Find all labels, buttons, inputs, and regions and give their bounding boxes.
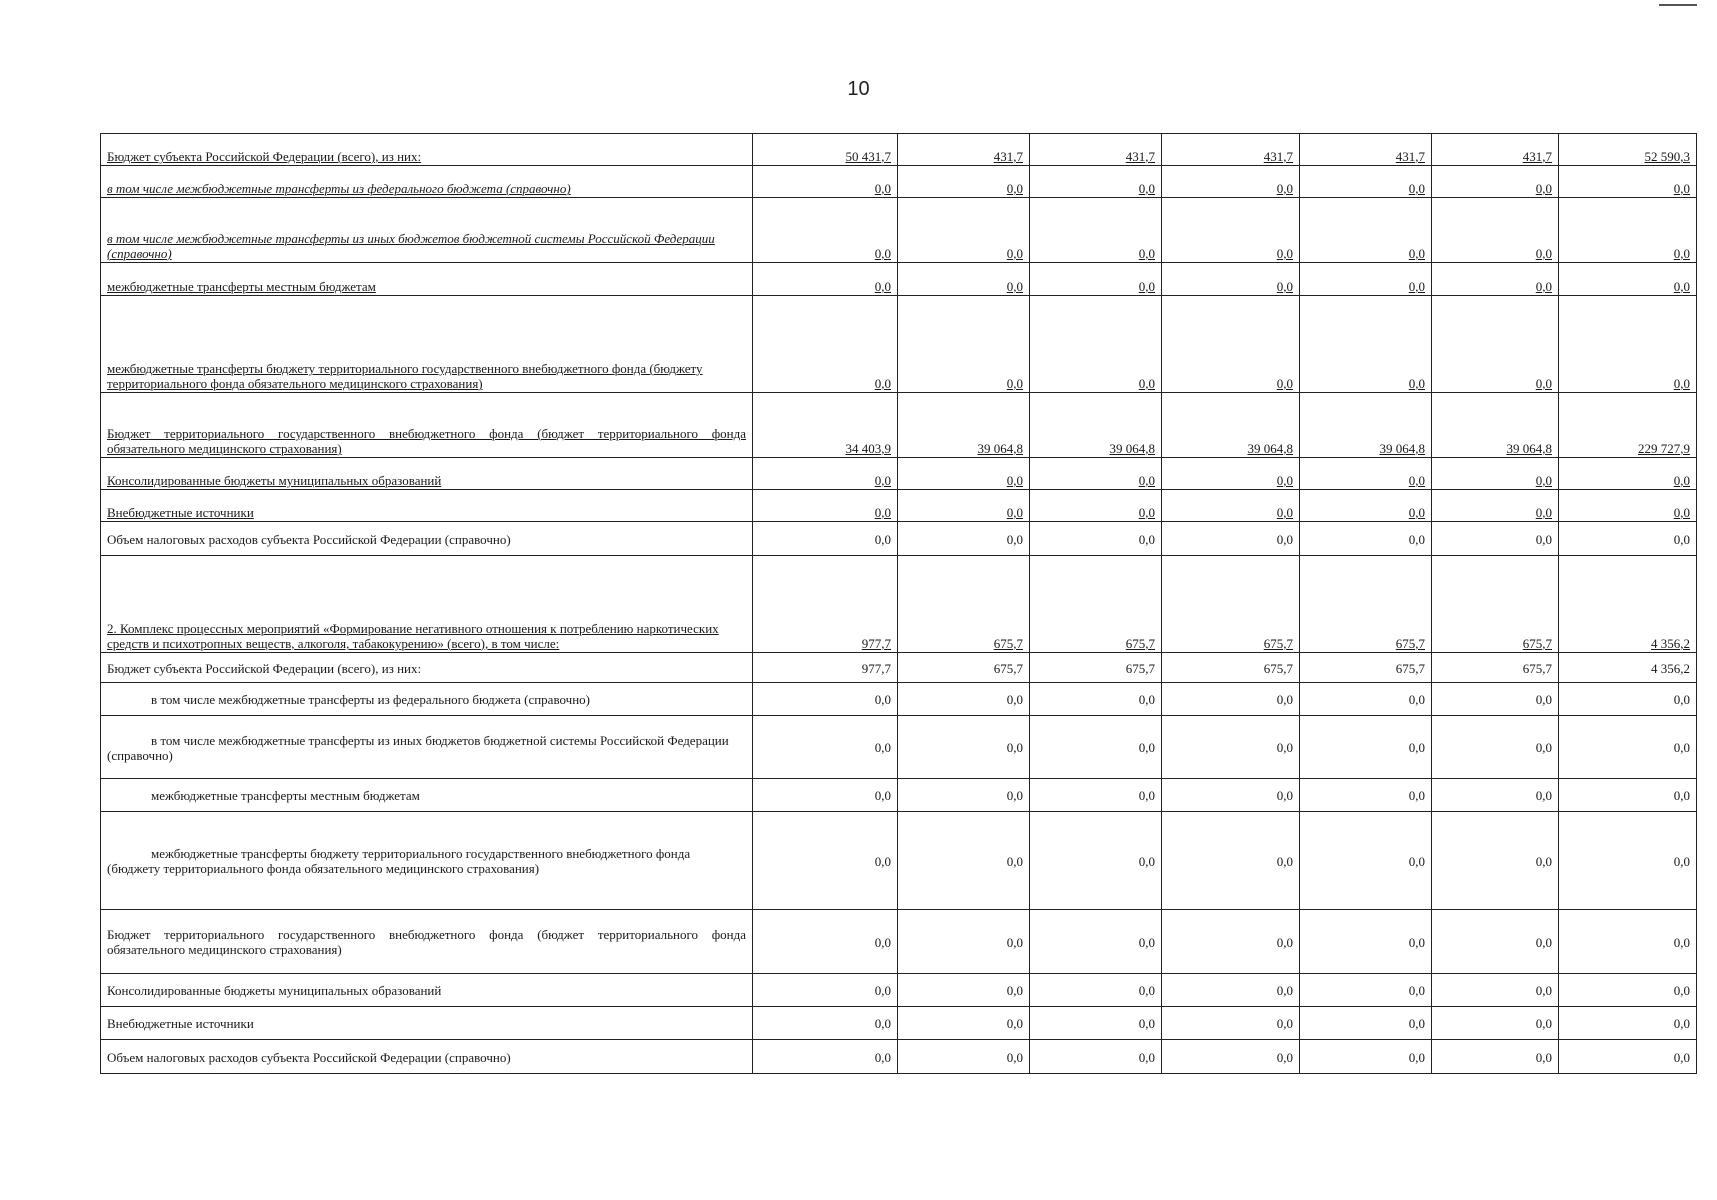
value-cell: 0,0 bbox=[1300, 812, 1432, 910]
value-cell: 0,0 bbox=[753, 166, 898, 198]
value-cell: 4 356,2 bbox=[1559, 653, 1697, 683]
value-cell: 0,0 bbox=[753, 198, 898, 263]
value-cell: 977,7 bbox=[753, 653, 898, 683]
value-cell: 0,0 bbox=[1300, 1040, 1432, 1074]
value-cell: 0,0 bbox=[898, 1040, 1030, 1074]
value-cell: 0,0 bbox=[1559, 296, 1697, 393]
value-cell: 0,0 bbox=[1030, 1040, 1162, 1074]
value-cell: 0,0 bbox=[1300, 683, 1432, 716]
value-cell: 0,0 bbox=[1559, 166, 1697, 198]
value-cell: 0,0 bbox=[1162, 683, 1300, 716]
value-cell: 0,0 bbox=[1432, 296, 1559, 393]
value-cell: 0,0 bbox=[1300, 974, 1432, 1007]
value-cell: 0,0 bbox=[753, 522, 898, 556]
value-cell: 0,0 bbox=[1559, 198, 1697, 263]
row-label: Консолидированные бюджеты муниципальных образований bbox=[101, 458, 753, 490]
value-cell: 0,0 bbox=[1162, 166, 1300, 198]
value-cell: 50 431,7 bbox=[753, 134, 898, 166]
value-cell: 0,0 bbox=[1030, 1007, 1162, 1040]
row-label: межбюджетные трансферты местным бюджетам bbox=[101, 779, 753, 812]
row-label: межбюджетные трансферты местным бюджетам bbox=[101, 263, 753, 296]
value-cell: 0,0 bbox=[1300, 490, 1432, 522]
value-cell: 0,0 bbox=[1030, 910, 1162, 974]
value-cell: 0,0 bbox=[898, 296, 1030, 393]
row-label: 2. Комплекс процессных мероприятий «Формирование негативного отношения к потреблению наркотических средств и психотропных веществ, алкоголя, табакокурению» (всего), в том числе: bbox=[101, 556, 753, 653]
value-cell: 39 064,8 bbox=[1300, 393, 1432, 458]
value-cell: 0,0 bbox=[1300, 296, 1432, 393]
row-label: Бюджет территориального государственного внебюджетного фонда (бюджет территориального фонда обязательного медицинского страхования) bbox=[101, 910, 753, 974]
value-cell: 0,0 bbox=[753, 263, 898, 296]
value-cell: 675,7 bbox=[1432, 653, 1559, 683]
value-cell: 675,7 bbox=[1162, 556, 1300, 653]
row-label: межбюджетные трансферты бюджету территориального государственного внебюджетного фонда (бюджету территориального фонда обязательного медицинского страхования) bbox=[101, 296, 753, 393]
value-cell: 0,0 bbox=[898, 779, 1030, 812]
value-cell: 431,7 bbox=[1300, 134, 1432, 166]
value-cell: 0,0 bbox=[1162, 974, 1300, 1007]
table-row bbox=[101, 556, 1697, 653]
value-cell: 0,0 bbox=[1162, 779, 1300, 812]
value-cell: 0,0 bbox=[1030, 490, 1162, 522]
value-cell: 0,0 bbox=[1162, 296, 1300, 393]
row-label: в том числе межбюджетные трансферты из федерального бюджета (справочно) bbox=[101, 166, 753, 198]
row-label: Бюджет субъекта Российской Федерации (всего), из них: bbox=[101, 134, 753, 166]
value-cell: 0,0 bbox=[753, 1040, 898, 1074]
value-cell: 0,0 bbox=[1162, 198, 1300, 263]
row-label: в том числе межбюджетные трансферты из федерального бюджета (справочно) bbox=[101, 683, 753, 716]
value-cell: 0,0 bbox=[1162, 1007, 1300, 1040]
value-cell: 0,0 bbox=[898, 716, 1030, 779]
value-cell: 0,0 bbox=[1559, 779, 1697, 812]
value-cell: 0,0 bbox=[1559, 263, 1697, 296]
value-cell: 675,7 bbox=[1432, 556, 1559, 653]
value-cell: 0,0 bbox=[1432, 263, 1559, 296]
value-cell: 0,0 bbox=[1559, 910, 1697, 974]
value-cell: 0,0 bbox=[753, 490, 898, 522]
value-cell: 675,7 bbox=[1030, 653, 1162, 683]
value-cell: 0,0 bbox=[753, 779, 898, 812]
row-label: Объем налоговых расходов субъекта Российской Федерации (справочно) bbox=[101, 1040, 753, 1074]
value-cell: 0,0 bbox=[1432, 910, 1559, 974]
value-cell: 0,0 bbox=[1559, 683, 1697, 716]
value-cell: 0,0 bbox=[1300, 910, 1432, 974]
table-row bbox=[101, 653, 1697, 683]
value-cell: 34 403,9 bbox=[753, 393, 898, 458]
value-cell: 0,0 bbox=[1432, 812, 1559, 910]
value-cell: 0,0 bbox=[1432, 166, 1559, 198]
value-cell: 0,0 bbox=[1300, 779, 1432, 812]
value-cell: 431,7 bbox=[898, 134, 1030, 166]
value-cell: 0,0 bbox=[1300, 716, 1432, 779]
value-cell: 39 064,8 bbox=[1162, 393, 1300, 458]
table-row bbox=[101, 683, 1697, 716]
value-cell: 0,0 bbox=[1030, 683, 1162, 716]
row-label: межбюджетные трансферты бюджету территориального государственного внебюджетного фонда (бюджету территориального фонда обязательного медицинского страхования) bbox=[101, 812, 753, 910]
row-label: в том числе межбюджетные трансферты из иных бюджетов бюджетной системы Российской Федерации (справочно) bbox=[101, 198, 753, 263]
value-cell: 0,0 bbox=[1432, 716, 1559, 779]
value-cell: 0,0 bbox=[1030, 263, 1162, 296]
value-cell: 0,0 bbox=[1559, 1040, 1697, 1074]
value-cell: 0,0 bbox=[1559, 1007, 1697, 1040]
value-cell: 0,0 bbox=[753, 974, 898, 1007]
value-cell: 0,0 bbox=[1300, 522, 1432, 556]
value-cell: 0,0 bbox=[753, 812, 898, 910]
row-label: Бюджет субъекта Российской Федерации (всего), из них: bbox=[101, 653, 753, 683]
value-cell: 0,0 bbox=[753, 910, 898, 974]
value-cell: 0,0 bbox=[1559, 812, 1697, 910]
table-row bbox=[101, 134, 1697, 166]
value-cell: 0,0 bbox=[1030, 974, 1162, 1007]
value-cell: 0,0 bbox=[1030, 522, 1162, 556]
table-row bbox=[101, 198, 1697, 263]
value-cell: 977,7 bbox=[753, 556, 898, 653]
value-cell: 0,0 bbox=[898, 198, 1030, 263]
value-cell: 0,0 bbox=[1030, 296, 1162, 393]
row-label: в том числе межбюджетные трансферты из иных бюджетов бюджетной системы Российской Федерации (справочно) bbox=[101, 716, 753, 779]
value-cell: 0,0 bbox=[898, 683, 1030, 716]
value-cell: 0,0 bbox=[1162, 716, 1300, 779]
value-cell: 0,0 bbox=[1162, 522, 1300, 556]
value-cell: 0,0 bbox=[1030, 198, 1162, 263]
value-cell: 0,0 bbox=[1030, 812, 1162, 910]
row-label: Внебюджетные источники bbox=[101, 1007, 753, 1040]
table-row bbox=[101, 779, 1697, 812]
table-row bbox=[101, 263, 1697, 296]
value-cell: 0,0 bbox=[898, 490, 1030, 522]
page-number: 10 bbox=[847, 78, 870, 100]
value-cell: 0,0 bbox=[753, 716, 898, 779]
table-row bbox=[101, 490, 1697, 522]
value-cell: 0,0 bbox=[753, 683, 898, 716]
value-cell: 431,7 bbox=[1432, 134, 1559, 166]
value-cell: 39 064,8 bbox=[1030, 393, 1162, 458]
value-cell: 675,7 bbox=[898, 556, 1030, 653]
value-cell: 0,0 bbox=[1432, 1040, 1559, 1074]
value-cell: 0,0 bbox=[1030, 779, 1162, 812]
value-cell: 0,0 bbox=[1030, 458, 1162, 490]
table-row bbox=[101, 812, 1697, 910]
value-cell: 0,0 bbox=[1300, 166, 1432, 198]
table-row bbox=[101, 166, 1697, 198]
value-cell: 0,0 bbox=[1300, 198, 1432, 263]
value-cell: 0,0 bbox=[1162, 490, 1300, 522]
value-cell: 0,0 bbox=[1559, 522, 1697, 556]
value-cell: 229 727,9 bbox=[1559, 393, 1697, 458]
corner-mark bbox=[1659, 4, 1697, 6]
value-cell: 39 064,8 bbox=[898, 393, 1030, 458]
value-cell: 0,0 bbox=[1030, 166, 1162, 198]
value-cell: 0,0 bbox=[1162, 458, 1300, 490]
value-cell: 0,0 bbox=[1432, 974, 1559, 1007]
value-cell: 0,0 bbox=[1300, 1007, 1432, 1040]
value-cell: 675,7 bbox=[898, 653, 1030, 683]
value-cell: 0,0 bbox=[753, 458, 898, 490]
table-row bbox=[101, 296, 1697, 393]
value-cell: 675,7 bbox=[1300, 556, 1432, 653]
table-row bbox=[101, 1040, 1697, 1074]
value-cell: 52 590,3 bbox=[1559, 134, 1697, 166]
value-cell: 0,0 bbox=[1559, 974, 1697, 1007]
value-cell: 675,7 bbox=[1300, 653, 1432, 683]
value-cell: 0,0 bbox=[753, 296, 898, 393]
value-cell: 0,0 bbox=[1162, 910, 1300, 974]
table-row bbox=[101, 716, 1697, 779]
value-cell: 0,0 bbox=[1432, 198, 1559, 263]
value-cell: 0,0 bbox=[1162, 812, 1300, 910]
value-cell: 0,0 bbox=[1559, 490, 1697, 522]
value-cell: 4 356,2 bbox=[1559, 556, 1697, 653]
value-cell: 0,0 bbox=[898, 458, 1030, 490]
value-cell: 0,0 bbox=[1162, 1040, 1300, 1074]
value-cell: 0,0 bbox=[898, 166, 1030, 198]
value-cell: 0,0 bbox=[1432, 522, 1559, 556]
table-row bbox=[101, 458, 1697, 490]
value-cell: 0,0 bbox=[1162, 263, 1300, 296]
value-cell: 0,0 bbox=[1300, 263, 1432, 296]
value-cell: 0,0 bbox=[898, 1007, 1030, 1040]
value-cell: 0,0 bbox=[1432, 683, 1559, 716]
table-row bbox=[101, 910, 1697, 974]
value-cell: 0,0 bbox=[753, 1007, 898, 1040]
table-row bbox=[101, 393, 1697, 458]
budget-table bbox=[100, 133, 1697, 1074]
row-label: Объем налоговых расходов субъекта Российской Федерации (справочно) bbox=[101, 522, 753, 556]
value-cell: 0,0 bbox=[1432, 458, 1559, 490]
value-cell: 0,0 bbox=[898, 263, 1030, 296]
value-cell: 0,0 bbox=[898, 974, 1030, 1007]
value-cell: 0,0 bbox=[1300, 458, 1432, 490]
value-cell: 675,7 bbox=[1030, 556, 1162, 653]
value-cell: 0,0 bbox=[1432, 1007, 1559, 1040]
value-cell: 0,0 bbox=[1432, 490, 1559, 522]
table-row bbox=[101, 974, 1697, 1007]
row-label: Консолидированные бюджеты муниципальных образований bbox=[101, 974, 753, 1007]
value-cell: 431,7 bbox=[1162, 134, 1300, 166]
value-cell: 0,0 bbox=[898, 812, 1030, 910]
row-label: Бюджет территориального государственного внебюджетного фонда (бюджет территориального фонда обязательного медицинского страхования) bbox=[101, 393, 753, 458]
table-row bbox=[101, 522, 1697, 556]
value-cell: 431,7 bbox=[1030, 134, 1162, 166]
value-cell: 0,0 bbox=[1030, 716, 1162, 779]
row-label: Внебюджетные источники bbox=[101, 490, 753, 522]
value-cell: 0,0 bbox=[898, 522, 1030, 556]
value-cell: 39 064,8 bbox=[1432, 393, 1559, 458]
value-cell: 0,0 bbox=[1559, 458, 1697, 490]
value-cell: 0,0 bbox=[1432, 779, 1559, 812]
table-row bbox=[101, 1007, 1697, 1040]
value-cell: 675,7 bbox=[1162, 653, 1300, 683]
value-cell: 0,0 bbox=[1559, 716, 1697, 779]
value-cell: 0,0 bbox=[898, 910, 1030, 974]
